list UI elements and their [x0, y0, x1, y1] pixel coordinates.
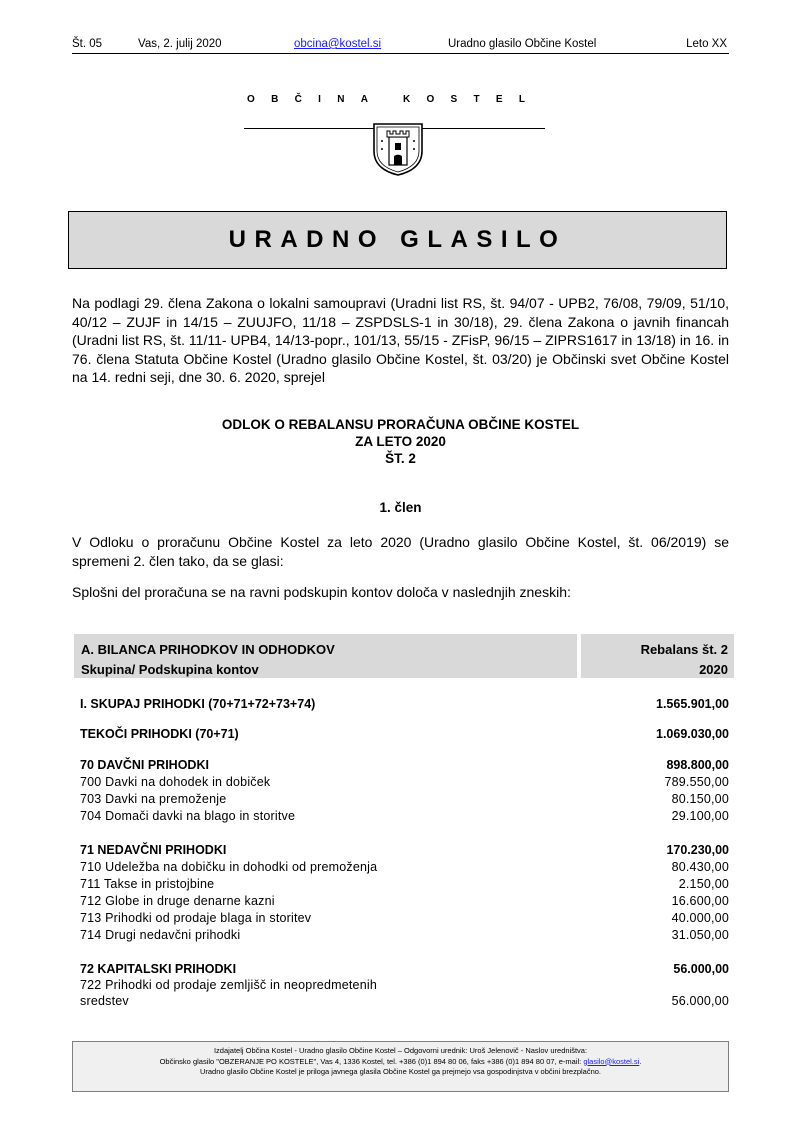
- decree-title-line-1: ODLOK O REBALANSU PRORAČUNA OBČINE KOSTEL: [221, 417, 580, 432]
- row-label: 71 NEDAVČNI PRIHODKI: [80, 843, 227, 857]
- article-paragraph-1: V Odloku o proračunu Občine Kostel za leto 2020 (Uradno glasilo Občine Kostel, št. 06/2019) se spremeni 2. člen tako, da se glasi:: [72, 534, 729, 569]
- issue-number: Št. 05: [72, 38, 103, 50]
- decree-title: [72, 416, 729, 467]
- banner-title: URADNO GLASILO: [228, 226, 567, 253]
- footer-line-2-end: .: [639, 1056, 642, 1066]
- intro-paragraph: Na podlagi 29. člena Zakona o lokalni samoupravi (Uradni list RS, št. 94/07 - UPB2, 76/08, 79/09, 51/10, 40/12 – ZUJF in 14/15 – ZUUJFO, 11/18 – ZSPDSLS-1 in 30/18), 29. člena Zakona o javnih financah (Uradni list RS, št. 11/11- UPB4, 14/13-popr., 101/13, 55/15 - ZFisP, 96/15 – ZIPRS1617 in 13/18) in 16. in 76. člena Statuta Občine Kostel (Uradno glasilo Občine Kostel, št. 03/20) je Občinski svet Občine Kostel na 14. redni seji, dne 30. 6. 2020, sprejel: [72, 295, 729, 386]
- table-row: [80, 758, 729, 774]
- table-row: [80, 877, 729, 893]
- table-row: [80, 994, 729, 1010]
- table-row: [80, 928, 729, 944]
- row-label: 711 Takse in pristojbine: [80, 877, 215, 891]
- table-row: [80, 809, 729, 825]
- row-label: sredstev: [80, 994, 129, 1008]
- table-row: [80, 978, 729, 994]
- decree-title-line-3: ŠT. 2: [385, 451, 416, 466]
- page-header: [72, 38, 729, 54]
- table-column-year: 2020: [699, 662, 728, 677]
- table-column-group: Skupina/ Podskupina kontov: [81, 662, 259, 677]
- row-label: 704 Domači davki na blago in storitve: [80, 809, 296, 823]
- row-value: 56.000,00: [673, 962, 729, 976]
- table-row: [80, 860, 729, 876]
- table-row: [80, 792, 729, 808]
- table-column-rebalans: Rebalans št. 2: [640, 642, 728, 657]
- table-row: [80, 843, 729, 859]
- row-value: 80.150,00: [671, 792, 729, 806]
- row-value: 56.000,00: [671, 994, 729, 1008]
- issue-date: Vas, 2. julij 2020: [138, 38, 222, 50]
- footer-line-2: [73, 1057, 728, 1068]
- header-email-link[interactable]: obcina@kostel.si: [294, 38, 382, 50]
- title-banner: [68, 211, 727, 269]
- table-row: [80, 962, 729, 978]
- row-value: 898.800,00: [666, 758, 729, 772]
- row-label: 700 Davki na dohodek in dobiček: [80, 775, 271, 789]
- row-value: 170.230,00: [666, 843, 729, 857]
- table-row: [80, 697, 729, 713]
- row-value: 2.150,00: [678, 877, 729, 891]
- table-header: [74, 634, 734, 678]
- table-row: [80, 727, 729, 743]
- row-value: 789.550,00: [664, 775, 729, 789]
- row-value: 16.600,00: [671, 894, 729, 908]
- row-label: 712 Globe in druge denarne kazni: [80, 894, 275, 908]
- row-label: 714 Drugi nedavčni prihodki: [80, 928, 241, 942]
- row-label: 710 Udeležba na dobičku in dohodki od premoženja: [80, 860, 378, 874]
- row-value: 31.050,00: [671, 928, 729, 942]
- footer-line-1: Izdajatelj Občina Kostel - Uradno glasilo Občine Kostel – Odgovorni urednik: Uroš Jelenovič - Naslov uredništva:: [213, 1046, 588, 1055]
- row-value: 29.100,00: [671, 809, 729, 823]
- municipality-name: OBČINA KOSTEL: [247, 94, 542, 105]
- row-value: 40.000,00: [671, 911, 729, 925]
- page-footer: [72, 1041, 729, 1092]
- row-label: TEKOČI PRIHODKI (70+71): [80, 727, 239, 741]
- table-title: A. BILANCA PRIHODKOV IN ODHODKOV: [81, 642, 335, 657]
- row-value: 80.430,00: [671, 860, 729, 874]
- row-value: 1.565.901,00: [656, 697, 729, 711]
- row-label: 722 Prihodki od prodaje zemljišč in neopredmetenih: [80, 978, 377, 992]
- row-label: 70 DAVČNI PRIHODKI: [80, 758, 209, 772]
- footer-address: Občinsko glasilo "OBZERANJE PO KOSTELE", Vas 4, 1336 Kostel, tel. +386 (0)1 894 80 06, faks +386 (0)1 894 80 07, e-mail:: [159, 1056, 582, 1066]
- table-row: [80, 894, 729, 910]
- castle-crest-icon: [371, 121, 425, 182]
- footer-email-link[interactable]: glasilo@kostel.si: [583, 1056, 640, 1066]
- publication-name: Uradno glasilo Občine Kostel: [448, 38, 597, 50]
- row-label: 72 KAPITALSKI PRIHODKI: [80, 962, 237, 976]
- article-paragraph-2: Splošni del proračuna se na ravni podskupin kontov določa v naslednjih zneskih:: [72, 584, 571, 600]
- table-row: [80, 775, 729, 791]
- row-label: I. SKUPAJ PRIHODKI (70+71+72+73+74): [80, 697, 316, 711]
- footer-line-3: Uradno glasilo Občine Kostel je priloga javnega glasila Občine Kostel ga prejmejo vsa gospodinjstva v občini brezplačno.: [199, 1067, 602, 1076]
- table-row: [80, 911, 729, 927]
- row-value: 1.069.030,00: [656, 727, 729, 741]
- decree-title-line-2: ZA LETO 2020: [355, 434, 446, 449]
- article-heading: 1. člen: [379, 500, 422, 515]
- volume-year: Leto XX: [686, 38, 727, 50]
- row-label: 703 Davki na premoženje: [80, 792, 227, 806]
- row-label: 713 Prihodki od prodaje blaga in storitev: [80, 911, 312, 925]
